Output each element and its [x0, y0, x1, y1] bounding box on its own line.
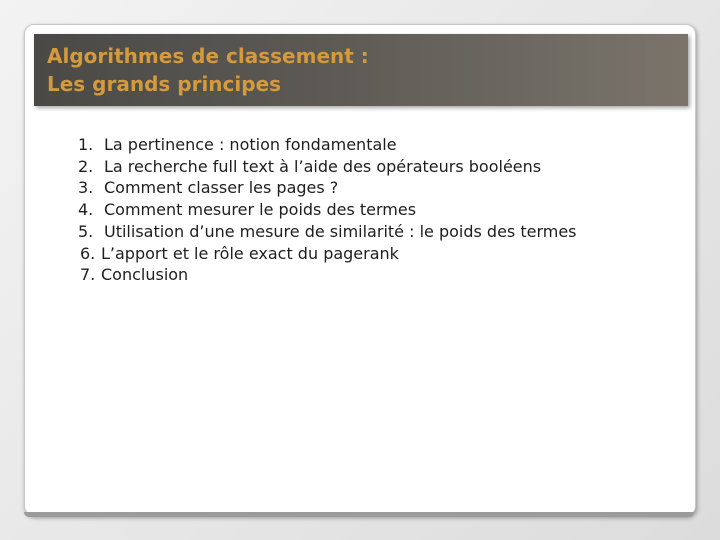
agenda-item-number: 2. [78, 156, 94, 176]
agenda-item-text: Conclusion [101, 265, 189, 285]
agenda-item [74, 199, 634, 221]
slide-card-bottom-border [24, 512, 694, 517]
slide-title [47, 42, 369, 98]
title-bar [34, 34, 688, 106]
agenda-item-number: 7. [80, 265, 96, 285]
slide-title-line-1: Algorithmes de classement : [47, 44, 369, 68]
agenda-item [74, 177, 634, 199]
agenda-item-text: La recherche full text à l’aide des opérateurs booléens [104, 156, 542, 176]
agenda-item-text: Utilisation d’une mesure de similarité : le poids des termes [104, 221, 577, 241]
slide-title-line-2: Les grands principes [47, 72, 282, 96]
agenda-item-number: 3. [78, 178, 94, 198]
agenda-item-text: L’apport et le rôle exact du pagerank [101, 243, 399, 263]
agenda-item-text: La pertinence : notion fondamentale [104, 135, 397, 154]
agenda-item-number: 5. [78, 221, 94, 241]
agenda-item [74, 264, 634, 286]
agenda-list [74, 134, 634, 286]
agenda-item [74, 156, 634, 178]
agenda-item-text: Comment mesurer le poids des termes [104, 200, 417, 220]
agenda-item-number: 4. [78, 200, 94, 220]
agenda-item [74, 243, 634, 265]
agenda-item [74, 134, 634, 156]
agenda-item-number: 6. [80, 243, 96, 263]
agenda-item-number: 1. [78, 135, 94, 154]
agenda-item [74, 221, 634, 243]
agenda-item-text: Comment classer les pages ? [104, 178, 339, 198]
